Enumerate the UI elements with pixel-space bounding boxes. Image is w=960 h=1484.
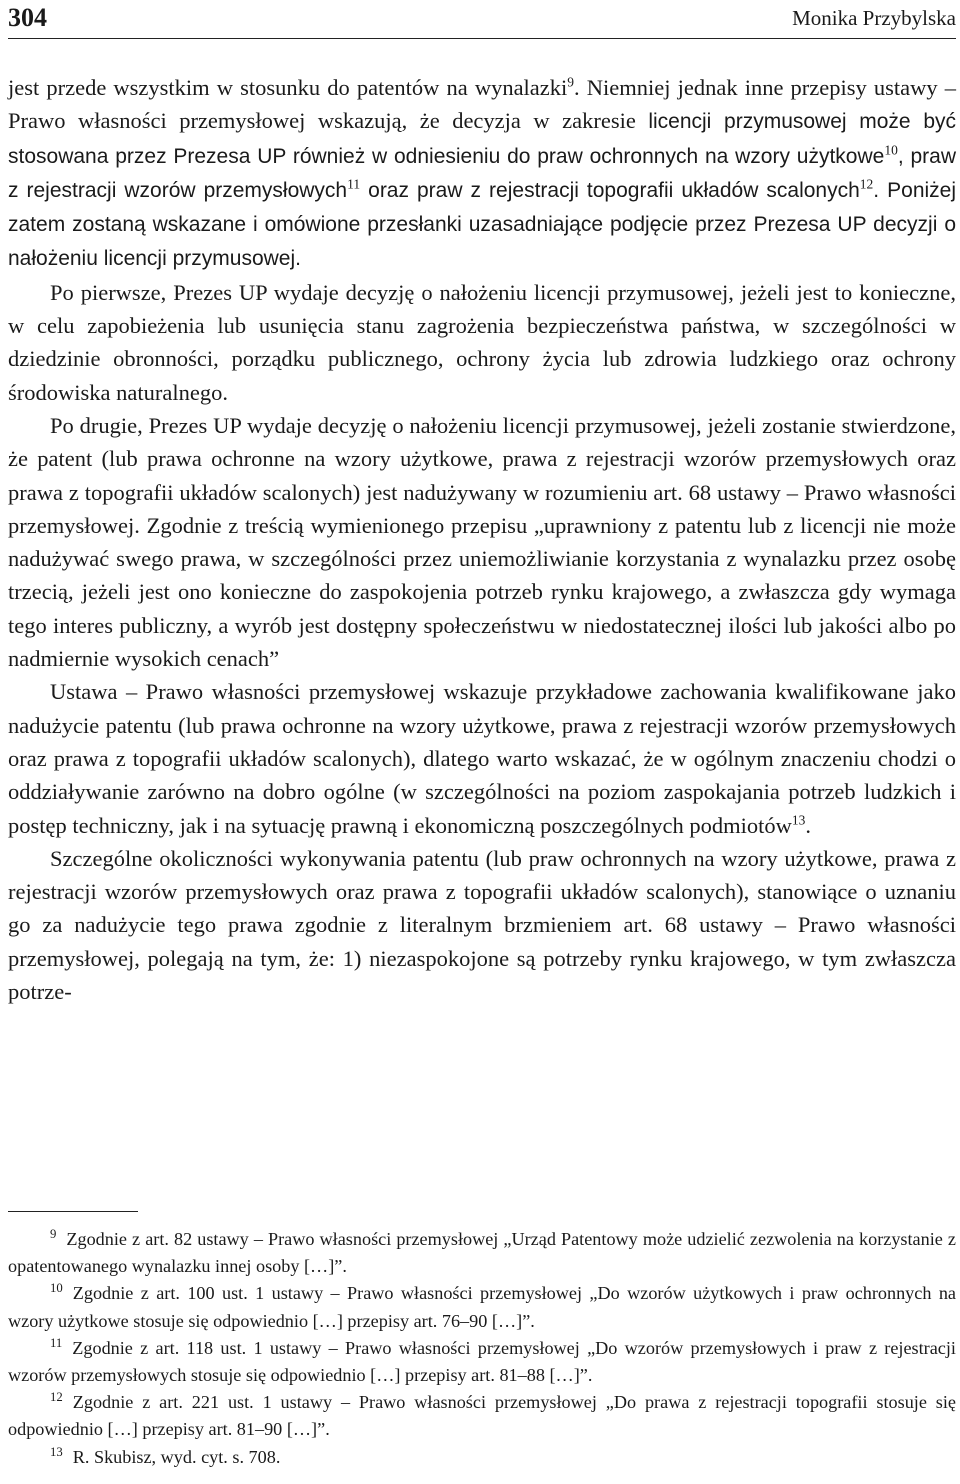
footnote-reference[interactable]: 11 [347, 176, 361, 192]
document-page [8, 0, 956, 1008]
footnote-reference[interactable]: 10 [884, 142, 898, 158]
footnote-number: 13 [50, 1444, 63, 1459]
text-run: . Niemniej jednak inne przepisy ustawy – Prawo własności przemysłowej wskazują, że decyzja w zakresie [8, 75, 957, 134]
footnote [8, 1335, 956, 1389]
footnote-number: 12 [50, 1390, 63, 1405]
footnote [8, 1226, 956, 1280]
footnote [8, 1389, 956, 1443]
paragraph [8, 842, 956, 1008]
paragraph [8, 71, 956, 276]
body-text [8, 71, 956, 1008]
footnote-number: 10 [50, 1281, 63, 1296]
footnote-reference[interactable]: 12 [859, 176, 874, 192]
text-run: oraz praw z rejestracji topografii układów scalonych [360, 178, 860, 202]
text-run: . [805, 812, 812, 838]
text-run: jest przede wszystkim w stosunku do patentów na wynalazki [8, 75, 568, 100]
footnote-text: Zgodnie z art. 221 ust. 1 ustawy – Prawo własności przemysłowej „Do prawa z rejestracji topografii stosuje się odpowiednio […] przepisy art. 81–90 […]”. [8, 1392, 956, 1440]
paragraph [8, 276, 956, 409]
footnote-reference[interactable]: 13 [791, 812, 806, 828]
footnote-text: Zgodnie z art. 118 ust. 1 ustawy – Prawo własności przemysłowej „Do wzorów przemysłowych i praw z rejestracji wzorów przemysłowych stosuje się odpowiednio […] przepisy art. 81–88 […]”. [8, 1337, 956, 1386]
text-run: Po pierwsze, Prezes UP wydaje decyzję o nałożeniu licencji przymusowej, jeżeli jest to konieczne, w celu zapobieżenia lub usunięcia stanu zagrożenia bezpieczeństwa państwa, w szczególności w dziedzinie obronności, porządku publicznego, ochrony życia lub zdrowia ludzkiego oraz ochrony środowiska naturalnego. [8, 279, 956, 405]
footnote-number: 9 [50, 1226, 57, 1241]
text-run: licencji przymusowej może być stosowana przez Prezesa UP również w odniesieniu do praw ochronnych na wzory użytkowe [8, 110, 956, 168]
footnotes [8, 1226, 956, 1471]
footnote-number: 11 [50, 1335, 63, 1350]
footnote [8, 1444, 956, 1471]
footnote-text: R. Skubisz, wyd. cyt. s. 708. [72, 1446, 281, 1467]
footnote-text: Zgodnie z art. 82 ustawy – Prawo własności przemysłowej „Urząd Patentowy może udzielić zezwolenia na korzystanie z opatentowanego wynalazku innej osoby […]”. [8, 1229, 956, 1277]
footnote-reference[interactable]: 9 [567, 74, 575, 90]
footnote [8, 1280, 956, 1334]
running-header [8, 0, 956, 39]
footnote-text: Zgodnie z art. 100 ust. 1 ustawy – Prawo własności przemysłowej „Do wzorów użytkowych i praw ochronnych na wzory użytkowe stosuje się odpowiednio […] przepisy art. 76–90 […]”. [8, 1283, 956, 1331]
text-run: Szczególne okoliczności wykonywania patentu (lub praw ochronnych na wzory użytkowe, prawa z rejestracji wzorów przemysłowych oraz prawa z topografii układów scalonych), stanowiące o uznaniu go za nadużycie tego prawa zgodnie z literalnym brzmieniem art. 68 ustawy – Prawo własności przemysłowej, polegają na tym, że: 1) niezaspokojone są potrzeby rynku krajowego, w tym zwłaszcza potrze- [8, 845, 956, 1005]
text-run: , praw z rejestracji wzorów przemysłowych [8, 144, 956, 202]
page-number: 304 [8, 3, 47, 32]
text-run: Po drugie, Prezes UP wydaje decyzję o nałożeniu licencji przymusowej, jeżeli zostanie stwierdzone, że patent (lub prawa ochronne na wzory użytkowe, prawa z rejestracji wzorów przemysłowych oraz prawa z topografii układów scalonych) jest nadużywany w rozumieniu art. 68 ustawy – Prawo własności przemysłowej. Zgodnie z treścią wymienionego przepisu „uprawniony z patentu lub z licencji nie może nadużywać swego prawa, w szczególności przez uniemożliwianie korzystania z wynalazku przez osobę trzecią, jeżeli jest ono konieczne do zaspokojenia potrzeb rynku krajowego, a zwłaszcza gdy wymaga tego interes publiczny, a wyrób jest dostępny społeczeństwu w niedostatecznej ilości lub jakości albo po nadmiernie wysokich cenach” [8, 412, 956, 672]
footnote-separator [8, 1211, 138, 1212]
text-run: . Poniżej zatem zostaną wskazane i omówione przesłanki uzasadniające podjęcie przez Prezesa UP decyzji o nałożeniu licencji przymusowej. [8, 178, 957, 271]
running-author: Monika Przybylska [792, 6, 956, 30]
paragraph [8, 409, 956, 675]
paragraph [8, 675, 956, 841]
text-run: Ustawa – Prawo własności przemysłowej wskazuje przykładowe zachowania kwalifikowane jako nadużycie patentu (lub prawa ochronne na wzory użytkowe, prawa z rejestracji wzorów przemysłowych oraz prawa z topografii układów scalonych), dlatego warto wskazać, że w ogólnym znaczeniu chodzi o oddziaływanie zarówno na dobro ogólne (w szczególności na poziom zaspokajania potrzeb ludzkich i postęp techniczny, jak i na sytuację prawną i ekonomiczną poszczególnych podmiotów [8, 679, 956, 838]
